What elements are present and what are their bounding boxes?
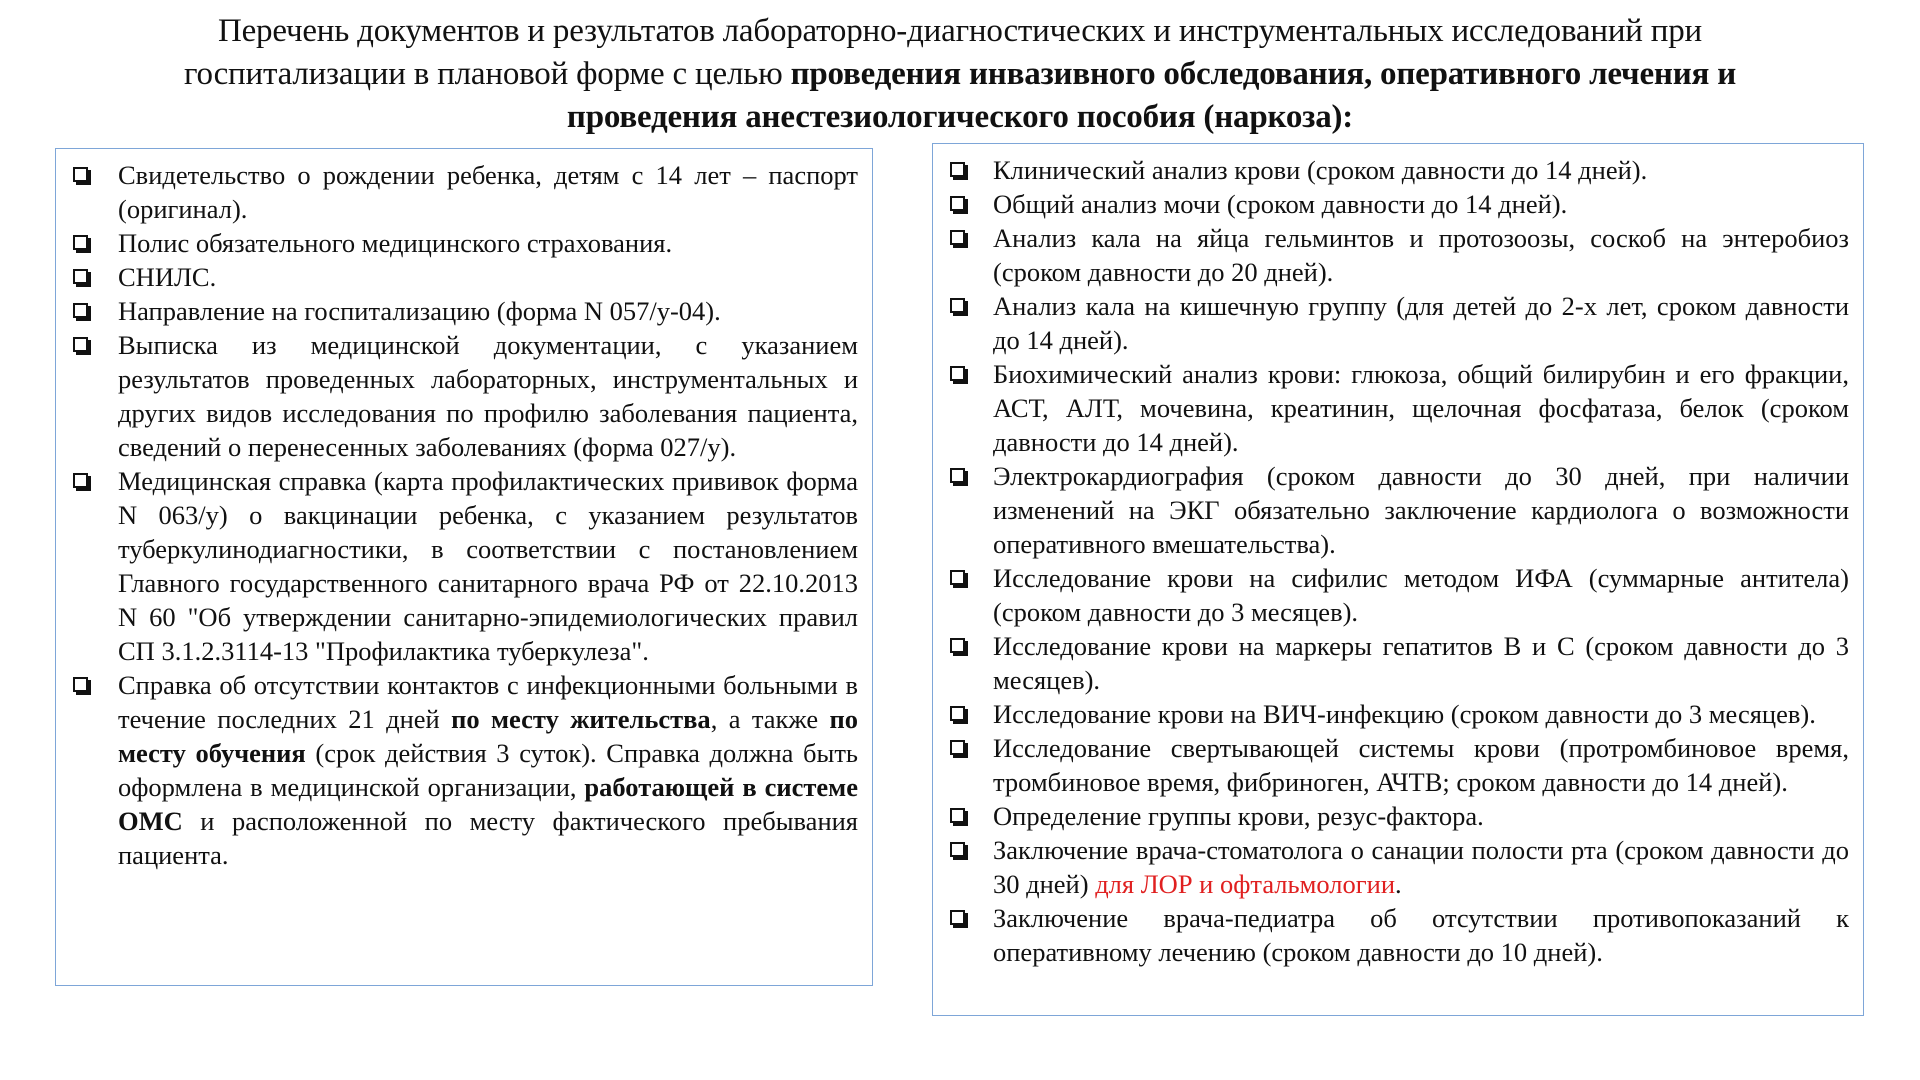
highlight-text: для ЛОР и офтальмологии [1095, 869, 1395, 899]
list-item [70, 328, 858, 464]
checkbox-square-icon [950, 230, 965, 245]
title-line-2-regular: госпитализации в плановой форме с целью [183, 56, 791, 92]
list-item [70, 668, 858, 872]
checkbox-square-icon [950, 468, 965, 483]
checkbox-square-icon [73, 677, 88, 692]
documents-box [55, 148, 873, 986]
list-item [947, 833, 1849, 901]
title-line-3 [60, 96, 1860, 139]
item-text: Выписка из медицинской документации, с указанием результатов проведенных лабораторных, инструментальных и других видов исследования по профилю заболевания пациента, сведений о перенесенных заболеваниях (форма 027/у). [118, 330, 858, 462]
documents-list [70, 158, 858, 872]
checkbox-square-icon [73, 473, 88, 488]
item-text: Исследование крови на ВИЧ-инфекцию (сроком давности до 3 месяцев). [993, 699, 1816, 729]
checkbox-square-icon [950, 740, 965, 755]
checkbox-square-icon [73, 269, 88, 284]
page-title [60, 10, 1860, 139]
tests-box [932, 143, 1864, 1016]
item-text: Направление на госпитализацию (форма N 057/у-04). [118, 296, 721, 326]
list-item [70, 294, 858, 328]
item-text-part: и расположенной по месту фактического пребывания пациента. [118, 806, 858, 870]
item-text-bold: работающей в системе ОМС [118, 772, 858, 836]
item-text-part: , а также [710, 704, 830, 734]
list-item [70, 464, 858, 668]
item-text: Анализ кала на кишечную группу (для детей до 2-х лет, сроком давности до 14 дней). [993, 291, 1849, 355]
tests-list [947, 153, 1849, 969]
item-text: Анализ кала на яйца гельминтов и протозоозы, соскоб на энтеробиоз (сроком давности до 20 дней). [993, 223, 1849, 287]
checkbox-square-icon [950, 842, 965, 857]
item-text: Медицинская справка (карта профилактических прививок форма N 063/у) о вакцинации ребенка, с указанием результатов туберкулинодиагностики, в соответствии с постановлением Главного государственного санитарного врача РФ от 22.10.2013 N 60 "Об утверждении санитарно-эпидемиологических правил СП 3.1.2.3114-13 "Профилактика туберкулеза". [118, 466, 858, 666]
list-item [947, 153, 1849, 187]
list-item [947, 221, 1849, 289]
title-line-2 [60, 53, 1860, 96]
list-item [947, 357, 1849, 459]
checkbox-square-icon [950, 570, 965, 585]
checkbox-square-icon [73, 235, 88, 250]
item-text: Общий анализ мочи (сроком давности до 14 дней). [993, 189, 1568, 219]
item-text-part: Справка об отсутствии контактов с инфекционными больными в течение последних 21 дней [118, 670, 858, 734]
item-text-part: Заключение врача-стоматолога о санации полости рта (сроком давности до 30 дней) [993, 835, 1849, 899]
item-text: Заключение врача-педиатра об отсутствии противопоказаний к оперативному лечению (сроком давности до 10 дней). [993, 903, 1849, 967]
title-line-3-bold: проведения анестезиологического пособия (наркоза): [566, 99, 1354, 135]
checkbox-square-icon [73, 337, 88, 352]
checkbox-square-icon [950, 366, 965, 381]
title-line-2-bold: проведения инвазивного обследования, оперативного лечения и [790, 56, 1737, 92]
list-item [70, 260, 858, 294]
list-item [947, 629, 1849, 697]
item-text: Определение группы крови, резус-фактора. [993, 801, 1484, 831]
item-text: Исследование свертывающей системы крови (протромбиновое время, тромбиновое время, фибриноген, АЧТВ; сроком давности до 14 дней). [993, 733, 1849, 797]
list-item [947, 187, 1849, 221]
title-line-1: Перечень документов и результатов лабораторно-диагностических и инструментальных исследований при [217, 13, 1703, 49]
list-item [947, 731, 1849, 799]
item-text: Полис обязательного медицинского страхования. [118, 228, 673, 258]
list-item [947, 289, 1849, 357]
checkbox-square-icon [73, 167, 88, 182]
checkbox-square-icon [950, 298, 965, 313]
checkbox-square-icon [950, 638, 965, 653]
list-item [947, 561, 1849, 629]
item-text: Клинический анализ крови (сроком давности до 14 дней). [993, 155, 1648, 185]
item-text: Исследование крови на маркеры гепатитов В и С (сроком давности до 3 месяцев). [993, 631, 1849, 695]
list-item [947, 901, 1849, 969]
item-text-bold: по месту обучения [118, 704, 858, 768]
item-text-part: (срок действия 3 суток). Справка должна быть оформлена в медицинской организации, [118, 738, 859, 802]
item-text: Свидетельство о рождении ребенка, детям с 14 лет – паспорт (оригинал). [118, 160, 858, 224]
list-item [947, 459, 1849, 561]
checkbox-square-icon [950, 808, 965, 823]
item-text: СНИЛС. [118, 262, 217, 292]
checkbox-square-icon [950, 910, 965, 925]
checkbox-square-icon [950, 706, 965, 721]
item-text: Исследование крови на сифилис методом ИФА (суммарные антитела) (сроком давности до 3 месяцев). [993, 563, 1849, 627]
list-item [947, 799, 1849, 833]
list-item [70, 158, 858, 226]
list-item [947, 697, 1849, 731]
item-text: Электрокардиография (сроком давности до 30 дней, при наличии изменений на ЭКГ обязательно заключение кардиолога о возможности оперативного вмешательства). [993, 461, 1849, 559]
item-text: Биохимический анализ крови: глюкоза, общий билирубин и его фракции, АСТ, АЛТ, мочевина, креатинин, щелочная фосфатаза, белок (сроком давности до 14 дней). [993, 359, 1849, 457]
item-text-bold: по месту жительства [451, 704, 711, 734]
list-item [70, 226, 858, 260]
checkbox-square-icon [73, 303, 88, 318]
item-text-part: . [1395, 869, 1402, 899]
checkbox-square-icon [950, 162, 965, 177]
checkbox-square-icon [950, 196, 965, 211]
